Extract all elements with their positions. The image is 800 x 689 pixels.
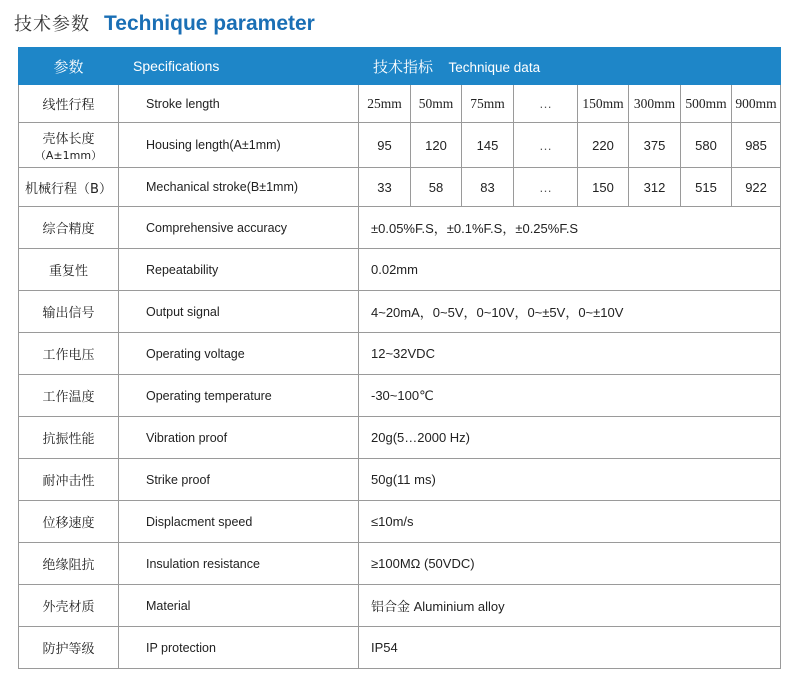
row-value: 0.02mm xyxy=(359,249,781,291)
row-value: -30~100℃ xyxy=(359,375,781,417)
row-label-en: Displacment speed xyxy=(119,501,359,543)
row-label-cn xyxy=(19,123,119,168)
header-data-cn: 技术指标 xyxy=(373,57,434,76)
row-label-cn: 重复性 xyxy=(19,249,119,291)
header-technique-data xyxy=(359,48,781,85)
housing-value: 985 xyxy=(732,123,781,168)
housing-label-sub: （A±1mm） xyxy=(34,148,103,162)
row-label-en: Strike proof xyxy=(119,459,359,501)
row-label-cn: 机械行程（B） xyxy=(19,168,119,207)
row-label-en: IP protection xyxy=(119,627,359,669)
row-label-cn: 耐冲击性 xyxy=(19,459,119,501)
row-value: 20g(5…2000 Hz) xyxy=(359,417,781,459)
row-label-en: Operating voltage xyxy=(119,333,359,375)
row-label-cn: 输出信号 xyxy=(19,291,119,333)
table-row xyxy=(19,543,781,585)
table-row xyxy=(19,375,781,417)
stroke-value: 900mm xyxy=(732,85,781,123)
stroke-value: 25mm xyxy=(359,85,411,123)
row-label-en: Insulation resistance xyxy=(119,543,359,585)
row-label-cn: 防护等级 xyxy=(19,627,119,669)
mech-value: 150 xyxy=(578,168,629,207)
stroke-value: 50mm xyxy=(411,85,462,123)
mech-value: 312 xyxy=(629,168,681,207)
mech-value: 33 xyxy=(359,168,411,207)
housing-label-cn: 壳体长度 xyxy=(42,131,95,147)
row-label-en: Mechanical stroke(B±1mm) xyxy=(119,168,359,207)
row-label-en: Stroke length xyxy=(119,85,359,123)
table-row xyxy=(19,291,781,333)
housing-value: 580 xyxy=(681,123,732,168)
stroke-value: 500mm xyxy=(681,85,732,123)
table-row xyxy=(19,333,781,375)
table-header-row xyxy=(19,48,781,85)
row-label-cn: 工作电压 xyxy=(19,333,119,375)
row-label-en: Comprehensive accuracy xyxy=(119,207,359,249)
table-row xyxy=(19,207,781,249)
parameter-table xyxy=(18,47,781,669)
row-label-cn: 线性行程 xyxy=(19,85,119,123)
title-english: Technique parameter xyxy=(104,12,315,35)
table-row xyxy=(19,627,781,669)
row-label-cn: 位移速度 xyxy=(19,501,119,543)
mech-value: 58 xyxy=(411,168,462,207)
row-label-cn: 外壳材质 xyxy=(19,585,119,627)
row-label-cn: 抗振性能 xyxy=(19,417,119,459)
row-label-en: Repeatability xyxy=(119,249,359,291)
row-label-en: Housing length(A±1mm) xyxy=(119,123,359,168)
row-label-en: Output signal xyxy=(119,291,359,333)
title-chinese: 技术参数 xyxy=(14,14,90,35)
mech-value: 922 xyxy=(732,168,781,207)
housing-value: … xyxy=(514,123,578,168)
header-specifications: Specifications xyxy=(119,48,359,85)
header-data-en: Technique data xyxy=(448,59,541,75)
row-value: 铝合金 Aluminium alloy xyxy=(359,585,781,627)
row-label-cn: 综合精度 xyxy=(19,207,119,249)
row-value: 4~20mA，0~5V，0~10V，0~±5V，0~±10V xyxy=(359,291,781,333)
housing-value: 120 xyxy=(411,123,462,168)
row-label-cn: 绝缘阻抗 xyxy=(19,543,119,585)
row-label-en: Vibration proof xyxy=(119,417,359,459)
table-row xyxy=(19,417,781,459)
table-row xyxy=(19,585,781,627)
row-value: ≥100MΩ (50VDC) xyxy=(359,543,781,585)
row-value: ±0.05%F.S，±0.1%F.S，±0.25%F.S xyxy=(359,207,781,249)
stroke-value: 75mm xyxy=(462,85,514,123)
header-param: 参数 xyxy=(19,48,119,85)
housing-value: 375 xyxy=(629,123,681,168)
mech-value: 515 xyxy=(681,168,732,207)
row-value: ≤10m/s xyxy=(359,501,781,543)
housing-value: 95 xyxy=(359,123,411,168)
mech-value: 83 xyxy=(462,168,514,207)
housing-value: 220 xyxy=(578,123,629,168)
table-row xyxy=(19,123,781,168)
row-label-en: Operating temperature xyxy=(119,375,359,417)
table-row xyxy=(19,168,781,207)
table-row xyxy=(19,501,781,543)
table-row xyxy=(19,459,781,501)
mech-value: … xyxy=(514,168,578,207)
stroke-value: 150mm xyxy=(578,85,629,123)
stroke-value: … xyxy=(514,85,578,123)
row-value: IP54 xyxy=(359,627,781,669)
table-row xyxy=(19,249,781,291)
row-label-cn: 工作温度 xyxy=(19,375,119,417)
row-value: 50g(11 ms) xyxy=(359,459,781,501)
table-row xyxy=(19,85,781,123)
row-label-en: Material xyxy=(119,585,359,627)
stroke-value: 300mm xyxy=(629,85,681,123)
housing-value: 145 xyxy=(462,123,514,168)
page-title xyxy=(14,10,315,44)
row-value: 12~32VDC xyxy=(359,333,781,375)
